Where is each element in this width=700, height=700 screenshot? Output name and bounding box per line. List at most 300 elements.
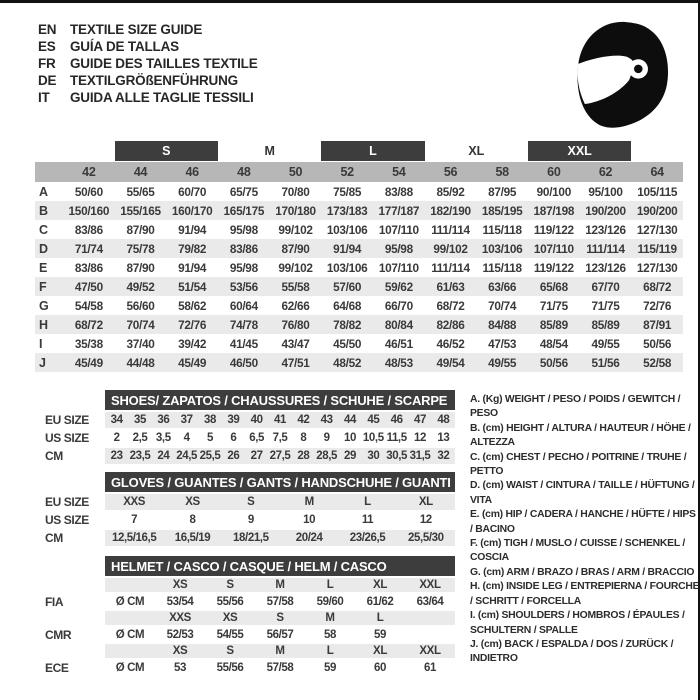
- measurement-cell: 55/65: [126, 184, 155, 199]
- measurement-cell: 177/187: [378, 203, 420, 218]
- value-cell: 35: [128, 412, 151, 428]
- size-number-cell: 64: [650, 165, 664, 179]
- measurement-cell: 45/49: [178, 355, 207, 370]
- measurement-cell: 115/119: [637, 241, 677, 256]
- measurement-cell: 115/118: [482, 222, 522, 237]
- helmet-value-row: [35, 594, 455, 609]
- measurement-cell: 150/160: [68, 203, 110, 218]
- size-number-cell: 52: [340, 165, 354, 179]
- value-cell: 23/26,5: [338, 530, 396, 546]
- helmet-table-rows: [35, 578, 455, 675]
- measurement-cell: 51/56: [591, 355, 620, 370]
- helmet-value-cell: 60: [374, 661, 386, 674]
- helmet-size-cell: XL: [355, 578, 405, 592]
- measurement-cell: 53/56: [229, 279, 258, 294]
- row-label: US SIZE: [35, 512, 105, 528]
- value-cell: 48: [432, 412, 455, 428]
- legend-item: G. (cm) ARM / BRAZO / BRAS / ARM / BRACCIO: [470, 566, 695, 578]
- value-cell: 37: [175, 412, 198, 428]
- measurement-cell: 46/52: [436, 336, 465, 351]
- measurement-cell: 72/76: [643, 298, 672, 313]
- size-number-cell: 44: [133, 165, 148, 179]
- value-cell: 12,5/16,5: [105, 530, 163, 546]
- value-cell: 10: [303, 514, 316, 526]
- table-row: [35, 277, 683, 296]
- measurement-cell: 68/72: [436, 298, 465, 313]
- measurement-cell: 119/122: [533, 222, 574, 237]
- measurement-cell: 70/74: [126, 317, 155, 332]
- helmet-value-cell: 55/56: [216, 595, 244, 608]
- spacer: [105, 578, 155, 592]
- measurement-cell: 66/70: [384, 298, 413, 313]
- row-letter-label: G: [39, 298, 49, 313]
- measurement-cell: 75/85: [333, 184, 362, 199]
- value-cell: 42: [292, 412, 315, 428]
- measurement-cell: 119/122: [533, 260, 574, 275]
- row-letter-label: J: [39, 355, 46, 370]
- value-cell: M: [280, 494, 338, 510]
- measurement-cell: 57/60: [333, 279, 362, 294]
- measurement-cell: 65/68: [539, 279, 568, 294]
- value-cell: 46: [385, 412, 408, 428]
- measurement-cell: 123/126: [585, 222, 626, 237]
- helmet-value-cell: 57/58: [266, 661, 294, 674]
- language-title: GUIDA ALLE TAGLIE TESSILI: [70, 90, 254, 105]
- measurement-cell: 74/78: [229, 317, 258, 332]
- size-group-band: [35, 141, 683, 161]
- language-code: FR: [38, 56, 56, 71]
- value-cell: XS: [163, 494, 221, 510]
- helmet-value-cell: 53: [174, 661, 186, 674]
- gloves-title-bar: GLOVES / GUANTES / GANTS / HANDSCHUHE / GUANTI: [105, 472, 455, 492]
- helmet-value-cell: 52/53: [166, 628, 194, 641]
- measurement-cell: 68/72: [643, 279, 672, 294]
- shoes-title-bar: SHOES/ ZAPATOS / CHAUSSURES / SCHUHE / SCARPE: [105, 390, 455, 410]
- value-cell: 30: [362, 448, 385, 464]
- value-cell: 23,5: [129, 450, 151, 462]
- value-cell: 44: [338, 412, 361, 428]
- measurement-cell: 48/52: [333, 355, 362, 370]
- measurement-cell: 49/55: [488, 355, 517, 370]
- measurement-cell: 71/75: [539, 298, 568, 313]
- table-row: [35, 512, 455, 528]
- row-label: EU SIZE: [35, 412, 105, 428]
- standard-org-label: FIA: [35, 594, 105, 609]
- measurement-cell: 95/98: [384, 241, 413, 256]
- helmet-value-cell: 61: [424, 661, 436, 674]
- helmet-size-cell: XS: [155, 578, 205, 592]
- measurement-cell: 99/102: [278, 222, 313, 237]
- measurement-cell: 99/102: [278, 260, 313, 275]
- helmet-size-cell: M: [255, 578, 305, 592]
- row-letter-label: H: [39, 317, 48, 332]
- measurement-cell: 37/40: [126, 336, 155, 351]
- table-row: [35, 334, 683, 353]
- helmet-title-bar: HELMET / CASCO / CASQUE / HELM / CASCO: [105, 556, 455, 576]
- standard-org-label: ECE: [35, 660, 105, 675]
- row-label: EU SIZE: [35, 494, 105, 510]
- row-letter-label: B: [39, 203, 48, 218]
- value-cell: 30,5: [386, 450, 408, 462]
- diameter-unit-label: Ø CM: [115, 661, 145, 674]
- measurement-cell: 182/190: [430, 203, 471, 218]
- helmet-size-cell: L: [305, 578, 355, 592]
- helmet-value-cell: 53/54: [166, 595, 194, 608]
- helmet-size-cell: S: [205, 578, 255, 592]
- measurement-cell: 173/183: [326, 203, 368, 218]
- helmet-value-cell: 57/58: [266, 595, 294, 608]
- spacer: [35, 644, 105, 658]
- size-number-cell: 56: [443, 165, 458, 179]
- value-cell: 13: [437, 432, 450, 444]
- measurement-cell: 95/100: [588, 184, 623, 199]
- diameter-unit-label: Ø CM: [115, 595, 145, 608]
- language-code: DE: [38, 73, 57, 88]
- size-number-cell: 54: [392, 165, 406, 179]
- measurement-cell: 105/115: [637, 184, 678, 199]
- measurement-cell: 43/47: [281, 336, 310, 351]
- legend-item: B. (cm) HEIGHT / ALTURA / HAUTEUR / HÖHE / ALTEZZA: [470, 422, 691, 449]
- measurement-cell: 47/51: [281, 355, 310, 370]
- table-row: [35, 258, 683, 277]
- helmet-size-cell: M: [255, 644, 305, 658]
- size-number-row: [35, 162, 683, 182]
- value-cell: 25,5: [199, 450, 221, 462]
- spacer: [105, 611, 155, 625]
- measurement-cell: 39/42: [178, 336, 207, 351]
- table-row: [35, 220, 683, 239]
- table-row: [35, 494, 455, 510]
- measurement-cell: 60/64: [229, 298, 258, 313]
- helmet-value-cell: 59: [374, 628, 386, 641]
- measurement-cell: 63/66: [488, 279, 517, 294]
- measurement-cell: 111/114: [431, 222, 470, 237]
- value-cell: 41: [268, 412, 291, 428]
- measurement-cell: 60/70: [178, 184, 207, 199]
- spacer: [35, 390, 105, 410]
- measurement-cell: 71/75: [591, 298, 620, 313]
- value-cell: 27,5: [269, 450, 291, 462]
- helmet-value-row: [35, 627, 455, 642]
- helmet-value-cell: 59/60: [316, 595, 344, 608]
- size-group-label: S: [115, 141, 218, 161]
- measurement-cell: 79/82: [178, 241, 207, 256]
- language-row: [38, 89, 258, 106]
- measurement-cell: 85/92: [436, 184, 465, 199]
- table-row: [35, 296, 683, 315]
- helmet-value-cell: 55/56: [216, 661, 244, 674]
- measurement-cell: 80/84: [384, 317, 413, 332]
- measurement-cell: 115/118: [482, 260, 522, 275]
- value-cell: 4: [183, 432, 190, 444]
- shoes-table-rows: [35, 412, 455, 464]
- value-cell: 2: [113, 432, 120, 444]
- table-row: [35, 448, 455, 464]
- table-row: [35, 182, 683, 201]
- value-cell: 25,5/30: [397, 530, 455, 546]
- measurement-cell: 185/195: [481, 203, 523, 218]
- measurement-cell: 127/130: [636, 260, 678, 275]
- value-cell: 23: [105, 448, 128, 464]
- language-title: GUÍA DE TALLAS: [70, 39, 179, 54]
- row-letter-label: I: [39, 336, 43, 351]
- helmet-size-cell: M: [305, 611, 355, 625]
- measurement-cell: 83/88: [384, 184, 413, 199]
- table-row: [35, 412, 455, 428]
- value-cell: 7: [131, 514, 138, 526]
- value-cell: 24,5: [176, 450, 198, 462]
- measurement-cell: 111/114: [431, 260, 470, 275]
- value-cell: 39: [222, 412, 245, 428]
- measurement-cell: 91/94: [178, 260, 207, 275]
- measurement-cell: 45/50: [333, 336, 362, 351]
- value-cell: 16,5/19: [163, 530, 221, 546]
- row-label: US SIZE: [35, 430, 105, 446]
- legend-item: E. (cm) HIP / CADERA / HANCHE / HÜFTE / HIPS / BACINO: [470, 509, 696, 535]
- value-cell: 18/21,5: [222, 530, 280, 546]
- helmet-value-cell: 58: [324, 628, 336, 641]
- language-title: GUIDE DES TAILLES TEXTILE: [70, 56, 258, 71]
- measurement-cell: 59/62: [384, 279, 413, 294]
- row-letter-label: C: [39, 222, 48, 237]
- row-letter-label: A: [39, 184, 48, 199]
- table-row: [35, 239, 683, 258]
- measurement-cell: 87/90: [126, 260, 155, 275]
- value-cell: L: [338, 494, 396, 510]
- measurement-cell: 49/52: [126, 279, 155, 294]
- helmet-size-row: [35, 578, 455, 592]
- measurement-cell: 103/106: [481, 241, 523, 256]
- scan-top-border: [0, 0, 700, 3]
- table-row: [35, 430, 455, 446]
- value-cell: 20/24: [280, 530, 338, 546]
- measurement-cell: 103/106: [326, 222, 368, 237]
- size-group-label: XL: [468, 144, 485, 158]
- helmet-value-row: [35, 660, 455, 675]
- measurement-cell: 49/55: [591, 336, 620, 351]
- helmet-value-cell: 63/64: [416, 595, 444, 608]
- language-code: ES: [38, 39, 56, 54]
- helmet-value-cell: 61/62: [366, 595, 394, 608]
- size-group-label: L: [321, 141, 424, 161]
- value-cell: 6: [230, 432, 237, 444]
- measurement-cell: 155/165: [120, 203, 161, 218]
- measurement-cell: 75/78: [126, 241, 155, 256]
- table-row: [35, 530, 455, 546]
- measurement-cell: 68/72: [74, 317, 103, 332]
- spacer: [35, 578, 105, 592]
- measurement-cell: 46/50: [229, 355, 258, 370]
- value-cell: 28: [292, 448, 315, 464]
- measurement-cell: 103/106: [326, 260, 368, 275]
- spacer: [35, 556, 105, 576]
- value-cell: 24: [152, 448, 175, 464]
- spacer: [35, 472, 105, 492]
- language-row: [38, 38, 258, 55]
- size-group-label: XXL: [528, 141, 631, 161]
- measurement-cell: 85/89: [539, 317, 568, 332]
- measurement-cell: 70/74: [488, 298, 517, 313]
- row-letter-label: F: [39, 279, 47, 294]
- measurement-cell: 67/70: [591, 279, 620, 294]
- measurement-cell: 51/54: [178, 279, 207, 294]
- size-number-cell: 50: [288, 165, 303, 179]
- measurement-cell: 99/102: [433, 241, 468, 256]
- measurement-cell: 90/100: [536, 184, 571, 199]
- measurement-cell: 190/200: [585, 203, 626, 218]
- measurement-cell: 71/74: [74, 241, 103, 256]
- table-row: [35, 353, 683, 372]
- language-code: IT: [38, 90, 50, 105]
- row-letter-label: D: [39, 241, 48, 256]
- measurement-cell: 49/54: [436, 355, 465, 370]
- measurement-cell: 87/90: [126, 222, 155, 237]
- spacer: [35, 141, 115, 161]
- value-cell: 3,5: [155, 432, 171, 444]
- row-letter-label: E: [39, 260, 48, 275]
- spacer: [35, 162, 63, 182]
- value-cell: 29: [338, 448, 361, 464]
- measurement-cell: 111/114: [586, 241, 625, 256]
- value-cell: 10,5: [362, 432, 384, 444]
- measurement-cell: 82/86: [436, 317, 465, 332]
- accessory-size-tables: [35, 390, 455, 675]
- racing-helmet-icon: [570, 18, 674, 130]
- value-cell: 40: [245, 412, 268, 428]
- value-cell: 34: [105, 412, 128, 428]
- value-cell: 32: [432, 448, 455, 464]
- helmet-size-cell: S: [205, 644, 255, 658]
- size-number-cell: 62: [598, 165, 613, 179]
- value-cell: S: [222, 494, 280, 510]
- measurement-cell: 83/86: [74, 260, 103, 275]
- value-cell: XXS: [105, 494, 163, 510]
- measurement-cell: 50/56: [643, 336, 672, 351]
- legend-item: H. (cm) INSIDE LEG / ENTREPIERNA / FOURCHE / SCHRITT / FORCELLA: [470, 581, 700, 607]
- helmet-size-cell: XXL: [405, 644, 455, 658]
- measurement-cell: 47/53: [488, 336, 517, 351]
- measurement-cell: 87/90: [281, 241, 310, 256]
- helmet-size-row: [35, 644, 455, 658]
- value-cell: 45: [362, 412, 385, 428]
- measurement-cell: 87/91: [643, 317, 672, 332]
- value-cell: 6,5: [249, 432, 265, 444]
- size-number-cell: 46: [185, 165, 199, 179]
- standard-org-label: CMR: [35, 627, 105, 642]
- measurement-cell: 76/80: [281, 317, 310, 332]
- gloves-table-header: [35, 472, 455, 492]
- value-cell: 5: [206, 432, 213, 444]
- value-cell: 12: [413, 432, 426, 444]
- measurement-cell: 187/198: [533, 203, 575, 218]
- measurement-cell: 123/126: [585, 260, 626, 275]
- helmet-size-cell: XS: [205, 611, 255, 625]
- language-title: TEXTILGRÖßENFÜHRUNG: [70, 73, 238, 88]
- measurement-cell: 107/110: [533, 241, 574, 256]
- language-code: EN: [38, 22, 57, 37]
- measurement-cell: 170/180: [275, 203, 316, 218]
- legend-item: I. (cm) SHOULDERS / HOMBROS / ÉPAULES / SCHULTERN / SPALLE: [470, 610, 685, 636]
- measurement-cell: 84/88: [488, 317, 517, 332]
- value-cell: 2,5: [132, 432, 148, 444]
- measurement-cell: 87/95: [488, 184, 517, 199]
- diameter-unit-label: Ø CM: [115, 628, 145, 641]
- helmet-size-row: [35, 611, 455, 625]
- value-cell: 8: [189, 514, 196, 526]
- measurement-cell: 48/53: [384, 355, 413, 370]
- legend-item: F. (cm) TIGH / MUSLO / CUISSE / SCHENKEL / COSCIA: [470, 538, 686, 564]
- measurement-cell: 83/86: [74, 222, 103, 237]
- measurement-cell: 91/94: [333, 241, 362, 256]
- shoes-table-header: [35, 390, 455, 410]
- measurement-legend: [470, 393, 700, 667]
- value-cell: 9: [247, 514, 254, 526]
- size-number-cell: 42: [82, 165, 96, 179]
- measurement-cell: 50/56: [539, 355, 568, 370]
- measurement-cell: 52/58: [643, 355, 672, 370]
- helmet-size-cell: L: [305, 644, 355, 658]
- divider-gap: [35, 546, 455, 556]
- size-group-label: M: [264, 144, 275, 158]
- measurement-cell: 95/98: [229, 260, 258, 275]
- helmet-size-cell: XXL: [405, 578, 455, 592]
- measurement-cell: 62/66: [281, 298, 310, 313]
- helmet-table-header: [35, 556, 455, 576]
- legend-item: A. (Kg) WEIGHT / PESO / POIDS / GEWITCH / PESO: [470, 394, 681, 420]
- helmet-value-cell: 54/55: [216, 628, 244, 641]
- gloves-table-rows: [35, 494, 455, 546]
- size-number-cell: 58: [495, 165, 509, 179]
- helmet-size-cell: XXS: [155, 611, 205, 625]
- measurement-cell: 107/110: [378, 222, 419, 237]
- legend-item: J. (cm) BACK / ESPALDA / DOS / ZURÜCK / INDIETRO: [470, 638, 674, 665]
- divider-gap: [35, 464, 455, 472]
- legend-item: D. (cm) WAIST / CINTURA / TAILLE / HÜFTUNG / VITA: [470, 480, 695, 506]
- measurement-cell: 65/75: [229, 184, 258, 199]
- row-label: CM: [35, 448, 105, 464]
- measurement-cell: 85/89: [591, 317, 620, 332]
- value-cell: 28,5: [316, 450, 338, 462]
- measurement-cell: 91/94: [178, 222, 207, 237]
- measurement-cell: 160/170: [171, 203, 213, 218]
- helmet-size-cell: XS: [155, 644, 205, 658]
- value-cell: 9: [323, 432, 330, 444]
- measurement-cell: 72/76: [178, 317, 207, 332]
- measurement-cell: 35/38: [74, 336, 103, 351]
- value-cell: 27: [245, 448, 268, 464]
- language-row: [38, 55, 258, 72]
- value-cell: 12: [419, 514, 432, 526]
- textile-size-table: [35, 141, 683, 372]
- row-label: CM: [35, 530, 105, 546]
- value-cell: 38: [198, 412, 221, 428]
- measurement-cell: 61/63: [436, 279, 465, 294]
- helmet-size-cell: L: [355, 611, 405, 625]
- measurement-cell: 54/58: [74, 298, 103, 313]
- value-cell: 43: [315, 412, 338, 428]
- measurement-cell: 78/82: [333, 317, 362, 332]
- measurement-cell: 55/58: [281, 279, 310, 294]
- language-title-list: [38, 21, 258, 106]
- value-cell: 26: [222, 448, 245, 464]
- measurement-cell: 70/80: [281, 184, 310, 199]
- measurement-cell: 127/130: [636, 222, 678, 237]
- measurement-cell: 50/60: [74, 184, 103, 199]
- measurement-cell: 64/68: [333, 298, 362, 313]
- spacer: [35, 611, 105, 625]
- value-cell: 7,5: [272, 432, 288, 444]
- table-row: [35, 201, 683, 220]
